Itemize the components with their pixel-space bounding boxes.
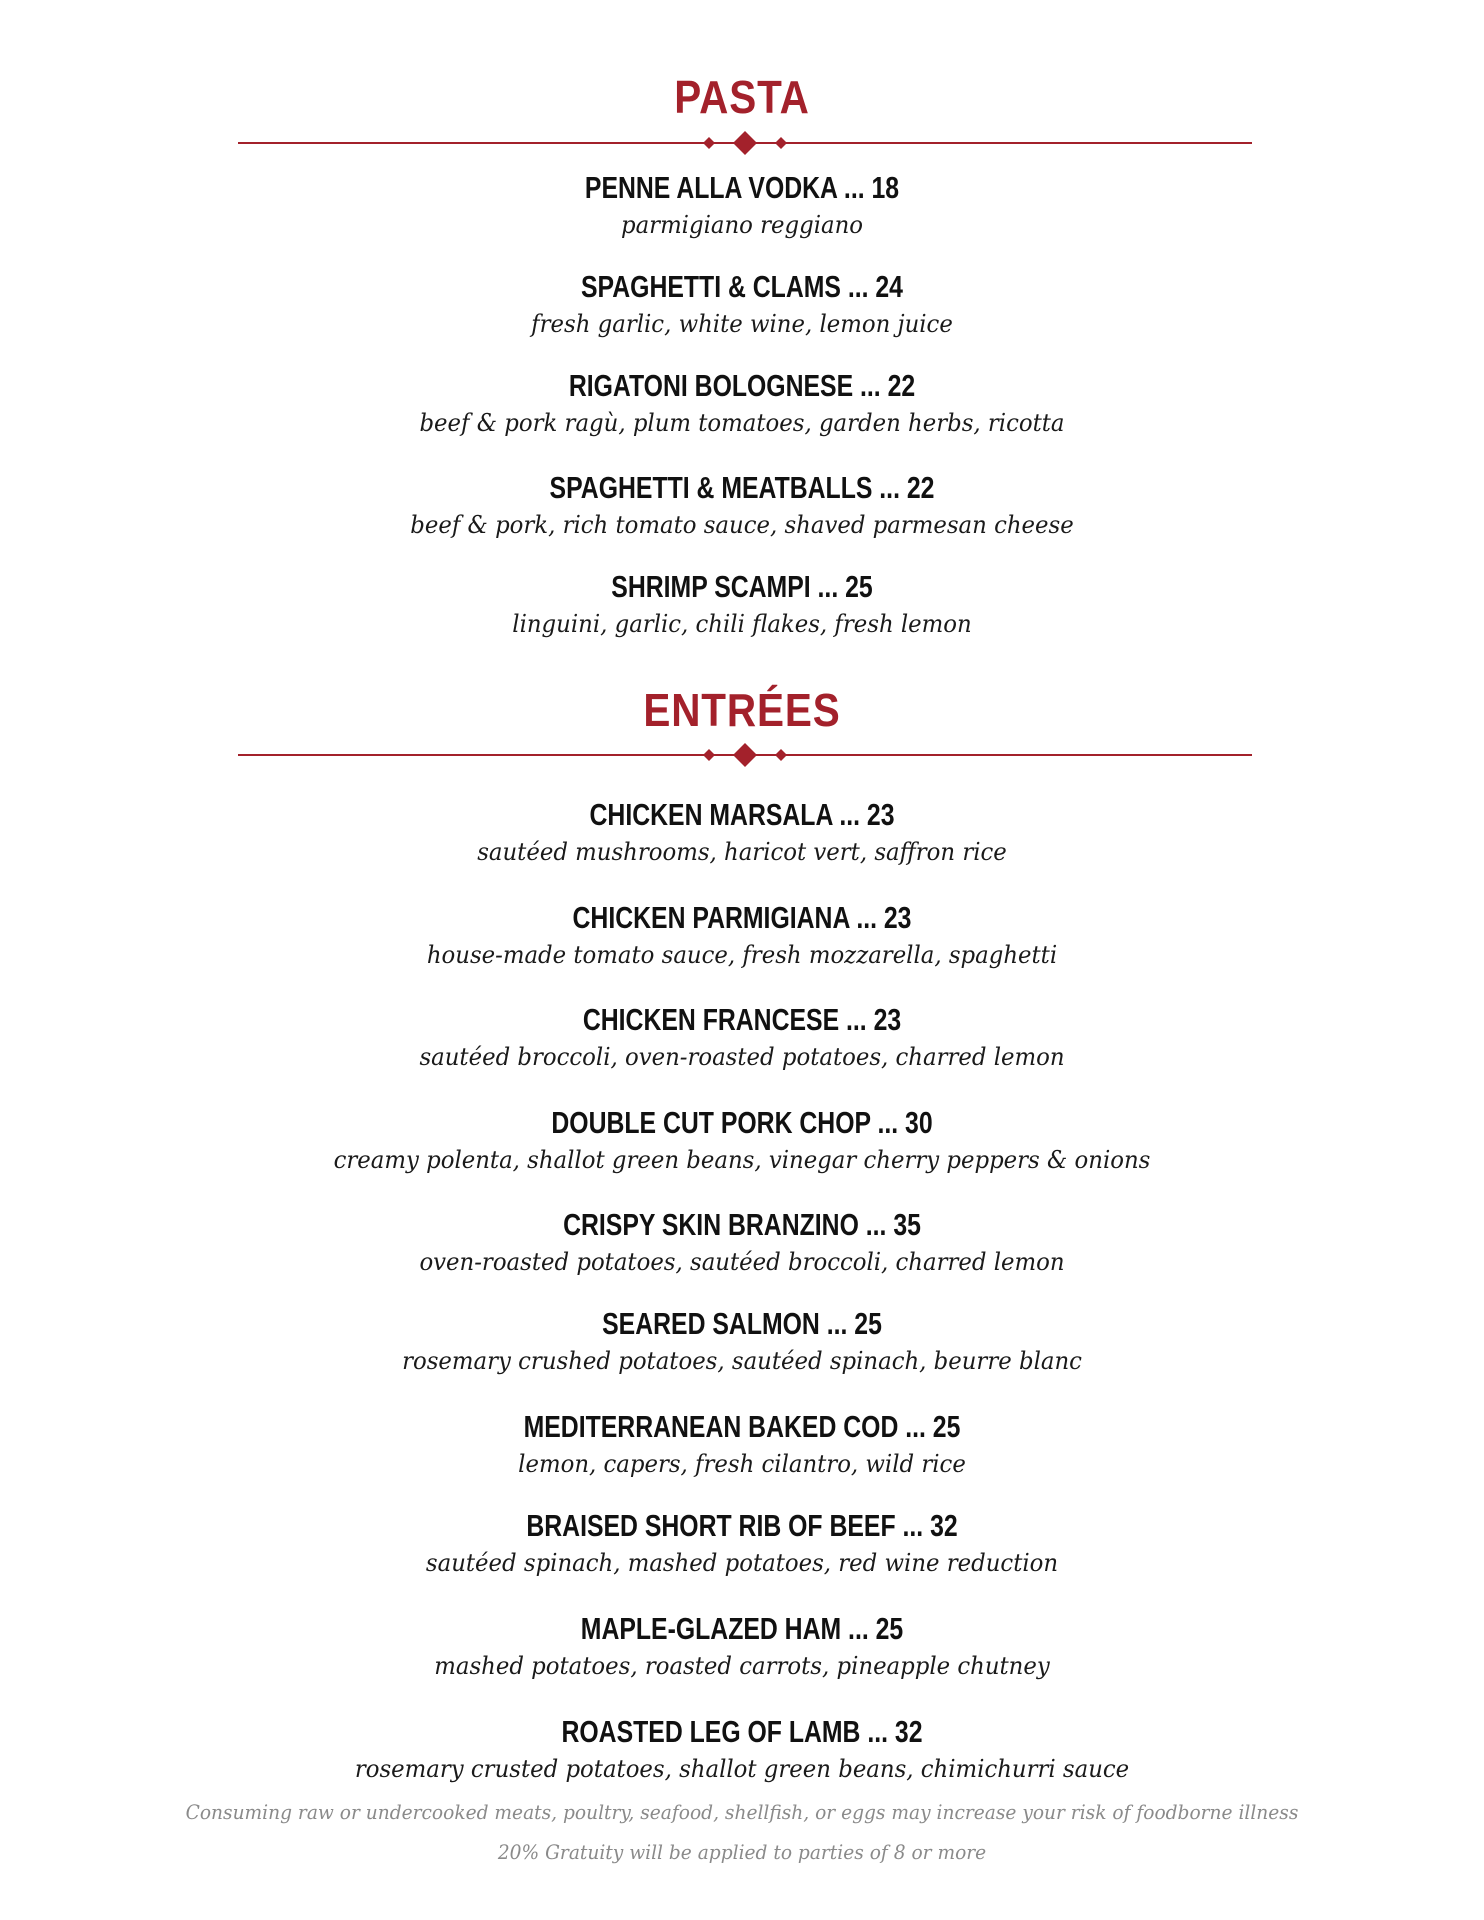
item-description: sautéed mushrooms, haricot vert, saffron rice	[477, 838, 1007, 866]
menu-item	[0, 1716, 1484, 1782]
item-description: sautéed broccoli, oven-roasted potatoes, charred lemon	[419, 1043, 1065, 1071]
menu-item	[0, 799, 1484, 865]
item-description: creamy polenta, shallot green beans, vinegar cherry peppers & onions	[333, 1146, 1151, 1174]
item-name: SHRIMP SCAMPI ... 25	[611, 569, 873, 604]
item-name: BRAISED SHORT RIB OF BEEF ... 32	[526, 1508, 958, 1543]
item-description: linguini, garlic, chili flakes, fresh lemon	[512, 610, 972, 638]
menu-item	[0, 1411, 1484, 1477]
item-description: oven-roasted potatoes, sautéed broccoli, charred lemon	[419, 1248, 1065, 1276]
item-name: CHICKEN MARSALA ... 23	[589, 797, 895, 832]
menu-item	[0, 1004, 1484, 1070]
item-description: beef & pork ragù, plum tomatoes, garden herbs, ricotta	[419, 409, 1065, 437]
item-name: CRISPY SKIN BRANZINO ... 35	[563, 1207, 921, 1242]
item-description: rosemary crusted potatoes, shallot green beans, chimichurri sauce	[354, 1755, 1130, 1783]
item-name: CHICKEN FRANCESE ... 23	[582, 1002, 902, 1037]
item-description: house-made tomato sauce, fresh mozzarella, spaghetti	[426, 941, 1058, 969]
gratuity-note: 20% Gratuity will be applied to parties of 8 or more	[497, 1840, 987, 1864]
menu-item	[0, 271, 1484, 337]
section-title-pasta: PASTA	[674, 71, 810, 123]
menu-item	[0, 1613, 1484, 1679]
item-name: MAPLE-GLAZED HAM ... 25	[580, 1611, 904, 1646]
item-name: RIGATONI BOLOGNESE ... 22	[568, 368, 916, 403]
item-description: fresh garlic, white wine, lemon juice	[531, 310, 953, 338]
item-description: beef & pork, rich tomato sauce, shaved parmesan cheese	[410, 511, 1074, 539]
item-description: sautéed spinach, mashed potatoes, red wine reduction	[425, 1549, 1059, 1577]
item-name: SPAGHETTI & CLAMS ... 24	[581, 269, 903, 304]
menu-item	[0, 472, 1484, 538]
item-description: parmigiano reggiano	[620, 211, 864, 239]
menu-item	[0, 1510, 1484, 1576]
item-name: CHICKEN PARMIGIANA ... 23	[572, 900, 912, 935]
item-description: mashed potatoes, roasted carrots, pineapple chutney	[434, 1652, 1050, 1680]
menu-item	[0, 902, 1484, 968]
item-name: SPAGHETTI & MEATBALLS ... 22	[549, 470, 935, 505]
item-description: lemon, capers, fresh cilantro, wild rice	[518, 1450, 966, 1478]
menu-item	[0, 1209, 1484, 1275]
section-divider	[238, 740, 1252, 770]
item-name: SEARED SALMON ... 25	[602, 1306, 882, 1341]
menu-item	[0, 1308, 1484, 1374]
item-name: PENNE ALLA VODKA ... 18	[584, 170, 900, 205]
item-name: ROASTED LEG OF LAMB ... 32	[561, 1714, 923, 1749]
section-title-entrees: ENTRÉES	[643, 684, 841, 736]
menu-item	[0, 571, 1484, 637]
menu-item	[0, 1107, 1484, 1173]
menu-item	[0, 172, 1484, 238]
section-divider	[238, 128, 1252, 158]
item-description: rosemary crushed potatoes, sautéed spinach, beurre blanc	[402, 1347, 1082, 1375]
menu-item	[0, 370, 1484, 436]
item-name: DOUBLE CUT PORK CHOP ... 30	[551, 1105, 933, 1140]
foodborne-warning: Consuming raw or undercooked meats, poultry, seafood, shellfish, or eggs may increase your risk of foodborne illness	[185, 1800, 1299, 1824]
item-name: MEDITERRANEAN BAKED COD ... 25	[523, 1409, 961, 1444]
